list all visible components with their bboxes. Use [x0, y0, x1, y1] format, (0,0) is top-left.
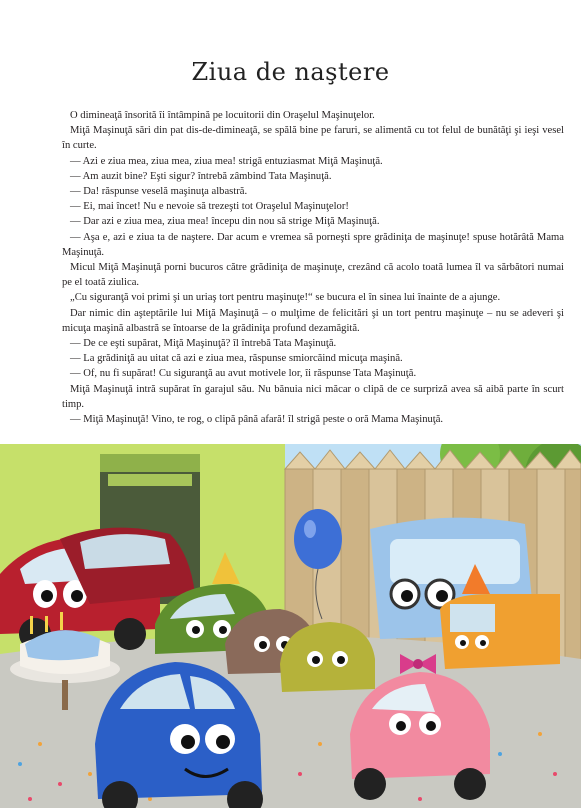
story-paragraph: — La grădiniţă au uitat că azi e ziua mea, răspunse smiorcăind micuţa maşină.	[70, 353, 403, 365]
story-paragraph: — Dar azi e ziua mea, ziua mea! începu din nou să strige Miţă Maşinuţă.	[70, 216, 380, 228]
story-paragraph: O dimineaţă însorită îi întâmpină pe locuitorii din Oraşelul Maşinuţelor.	[70, 110, 375, 121]
story-paragraph: — Miţă Maşinuţă! Vino, te rog, o clipă până afară! îl strigă peste o oră Mama Maşinuţă.	[70, 414, 444, 426]
story-paragraph: Miţă Maşinuţă intră supărat în garajul său. Nu bănuia nici măcar o clipă de ce surpriză avea să aibă parte în scurt timp.	[62, 383, 564, 410]
story-text	[62, 108, 564, 427]
story-paragraph: — Aşa e, azi e ziua ta de naştere. Dar acum e vremea să porneşti spre grădiniţa de maşinuţe! spuse hotărâtă Mama Maşinuţă.	[62, 231, 564, 258]
story-paragraph: — Am auzit bine? Eşti sigur? întrebă zâmbind Tata Maşinuţă.	[70, 170, 332, 182]
story-paragraph: Micul Miţă Maşinuţă porni bucuros către grădiniţa de maşinuţe, crezând că acolo toată lumea îl va sărbători numai pe el toată ziulica.	[62, 262, 564, 289]
story-paragraph: — Da! răspunse veselă maşinuţa albastră.	[70, 186, 248, 198]
illustration-svg	[0, 444, 581, 808]
story-paragraph: — Ei, mai încet! Nu e nevoie să trezeşti tot Oraşelul Maşinuţelor!	[70, 201, 349, 213]
story-paragraph: Miţă Maşinuţă sări din pat dis-de-dimineaţă, se spălă bine pe faruri, se alimentă cu tot felul de bunătăţi şi ieşi vesel în curte.	[62, 125, 564, 152]
story-paragraph: „Cu siguranţă voi primi şi un uriaş tort pentru maşinuţe!“ se bucura el în sinea lui înainte de a ajunge.	[70, 292, 501, 304]
page-title: Ziua de naştere	[191, 58, 390, 86]
story-paragraph: — Of, nu fi supărat! Cu siguranţă au avut motivele lor, îi răspunse Tata Maşinuţă.	[70, 368, 417, 380]
birthday-party-illustration	[0, 444, 581, 808]
story-paragraph: — Azi e ziua mea, ziua mea, ziua mea! strigă entuziasmat Miţă Maşinuţă.	[70, 155, 383, 167]
story-paragraph: — De ce eşti supărat, Miţă Maşinuţă? îl întrebă Tata Maşinuţă.	[70, 338, 337, 350]
cake-stand	[62, 680, 68, 710]
story-paragraph: Dar nimic din aşteptările lui Miţă Maşinuţă – o mulţime de felicitări şi un tort pentru maşinuţe – nu se adeveri şi micuţa maşină albastră se întoarse de la grădiniţa profund dezamăgită.	[62, 307, 564, 334]
